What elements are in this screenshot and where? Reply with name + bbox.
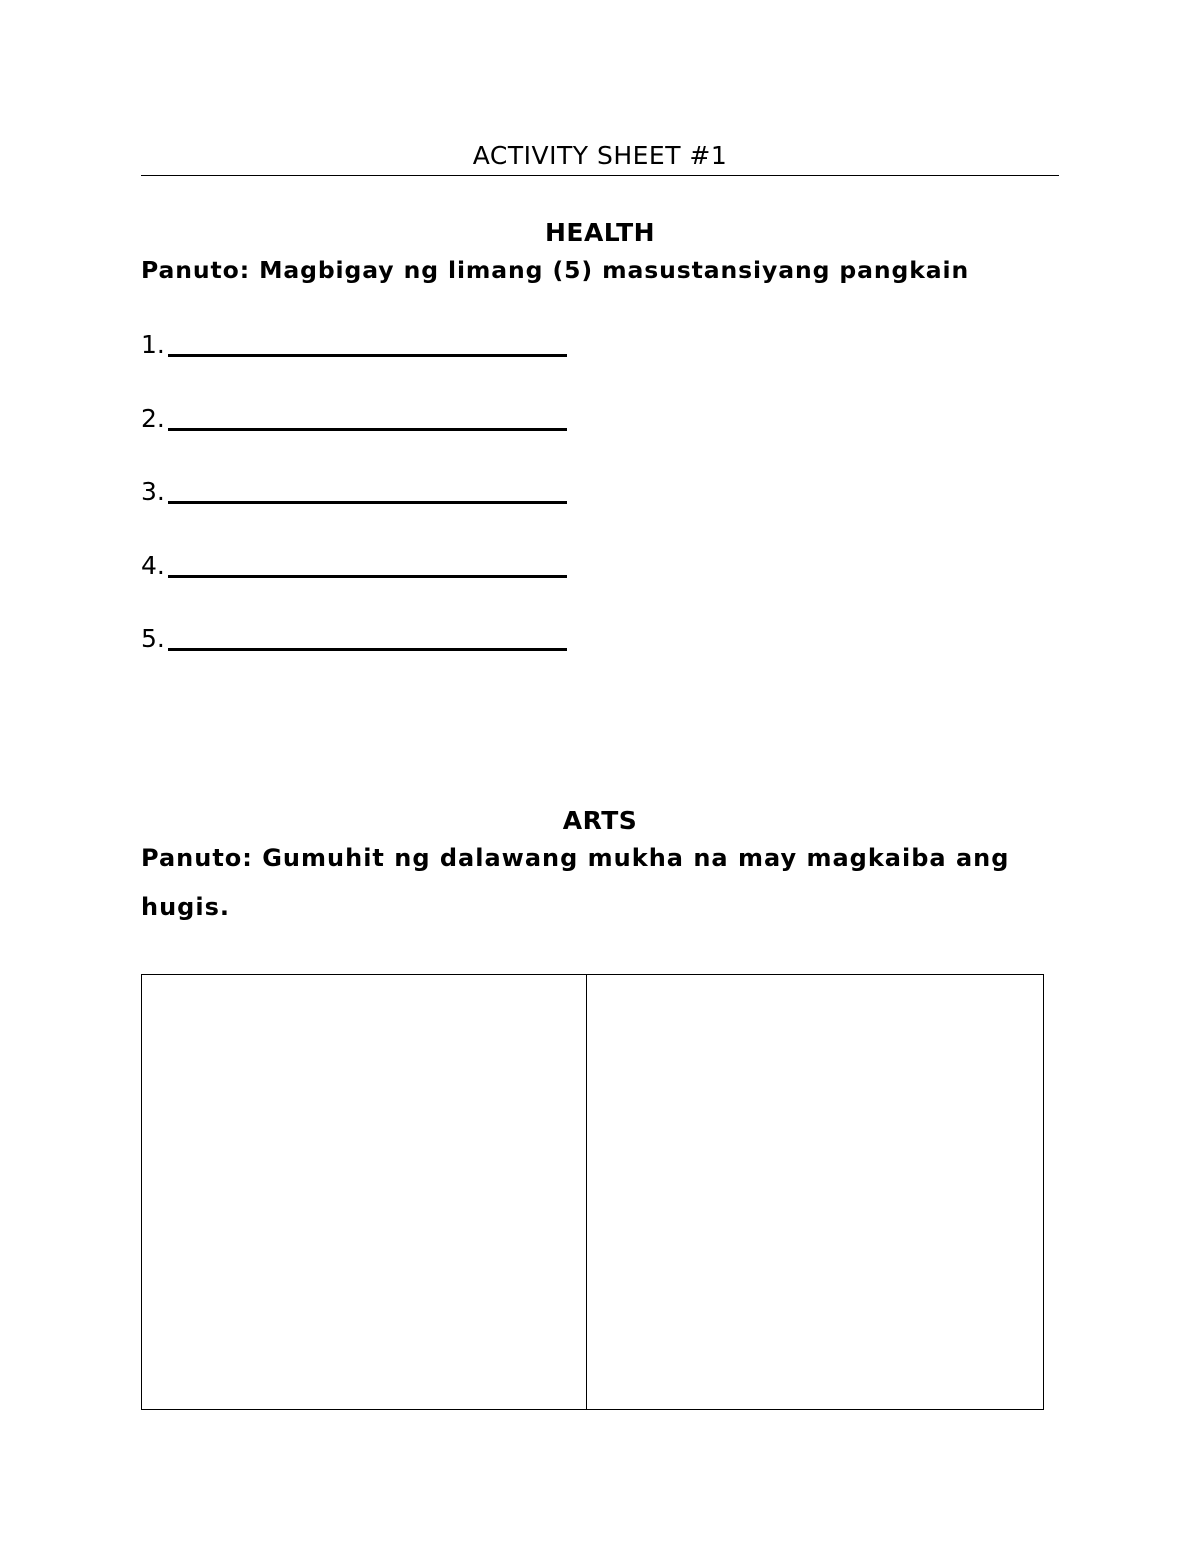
health-heading: HEALTH [544,218,656,247]
answer-number: 5. [141,624,165,653]
answer-line[interactable] [141,624,571,654]
answer-blank[interactable] [168,354,567,357]
answer-blank[interactable] [168,575,567,578]
answer-line[interactable] [141,404,571,434]
drawing-table [141,974,1044,1410]
answer-blank[interactable] [168,501,567,504]
answer-number: 1. [141,330,165,359]
sheet-title: ACTIVITY SHEET #1 [472,141,728,170]
answer-line[interactable] [141,477,571,507]
health-instruction: Panuto: Magbigay ng limang (5) masustansiyang pangkain [141,256,970,284]
answer-blank[interactable] [168,648,567,651]
drawing-cell-left[interactable] [142,975,587,1409]
answer-blank[interactable] [168,428,567,431]
answer-number: 3. [141,477,165,506]
arts-instruction: Panuto: Gumuhit ng dalawang mukha na may magkaiba ang hugis. [141,844,1010,921]
arts-heading: ARTS [562,806,638,835]
drawing-cell-right[interactable] [587,975,1043,1409]
title-rule [141,175,1059,176]
answer-line[interactable] [141,330,571,360]
answer-number: 4. [141,551,165,580]
answer-number: 2. [141,404,165,433]
answer-line[interactable] [141,551,571,581]
